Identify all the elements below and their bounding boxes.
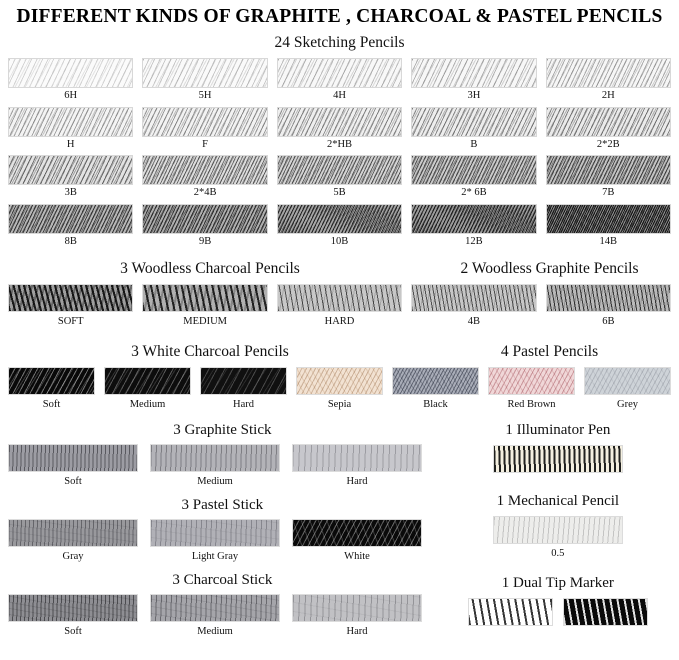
swatch-label: 2* 6B <box>461 187 487 198</box>
section-heading-white-charcoal: 3 White Charcoal Pencils <box>131 343 289 360</box>
swatch-label: Sepia <box>327 399 352 410</box>
swatch-cell <box>277 204 402 253</box>
swatch-label: 2H <box>601 90 615 101</box>
swatch-cell <box>277 107 402 156</box>
swatch-pastel-black <box>392 367 479 395</box>
swatch-3h <box>411 58 536 88</box>
section-heading-pastel-pencils: 4 Pastel Pencils <box>500 343 599 360</box>
swatch-cell <box>8 204 133 253</box>
swatch-label: 4B <box>467 316 481 327</box>
swatch-cell <box>277 284 402 333</box>
swatch-label: White <box>344 551 370 562</box>
swatch-label: Gray <box>62 551 84 562</box>
swatch-label: F <box>202 138 209 150</box>
swatch-dual-tip-light <box>468 598 553 626</box>
swatch-8b <box>8 204 133 234</box>
page-title: DIFFERENT KINDS OF GRAPHITE , CHARCOAL & PASTEL PENCILS <box>16 6 663 27</box>
woodless-swatch-row <box>0 284 679 333</box>
woodless-heading-row <box>0 260 679 278</box>
swatch-3b <box>8 155 133 185</box>
white-charcoal-pastel-row <box>0 367 679 416</box>
swatch-label: Grey <box>617 399 638 410</box>
swatch-4b <box>142 155 267 185</box>
swatch-cell <box>142 58 267 107</box>
swatch-label: HARD <box>324 316 355 327</box>
swatch-charcoal-stick-soft <box>8 594 138 622</box>
swatch-graphite-stick-hard <box>292 444 422 472</box>
sticks-column <box>0 422 445 643</box>
section-heading-woodless-charcoal: 3 Woodless Charcoal Pencils <box>120 260 300 277</box>
swatch-cell <box>8 367 95 416</box>
swatch-cell <box>8 284 133 333</box>
white-charcoal-heading-row <box>0 343 679 361</box>
dual-tip-marker-row <box>445 598 671 626</box>
swatch-label: 7B <box>602 187 615 198</box>
swatch-label: MEDIUM <box>183 316 227 327</box>
swatch-5b <box>277 155 402 185</box>
swatch-pastel-grey <box>584 367 671 395</box>
swatch-2h <box>546 58 671 88</box>
section-heading-woodless-graphite: 2 Woodless Graphite Pencils <box>460 260 639 277</box>
swatch-label: 0.5 <box>551 548 565 559</box>
swatch-label: 8B <box>64 235 77 247</box>
swatch-woodless-charcoal-soft <box>8 284 133 312</box>
swatch-cell <box>411 284 536 333</box>
swatch-label: 2*2B <box>596 138 620 150</box>
swatch-white-charcoal-hard <box>200 367 287 395</box>
swatch-label: 6B <box>602 316 615 327</box>
swatch-cell <box>292 444 422 493</box>
swatch-graphite-stick-soft <box>8 444 138 472</box>
swatch-cell <box>546 107 671 156</box>
swatch-illuminator-pen <box>493 445 623 473</box>
swatch-cell <box>411 155 536 204</box>
swatch-label: 2*HB <box>326 138 353 150</box>
swatch-6b <box>411 155 536 185</box>
swatch-cell <box>392 367 479 416</box>
swatch-cell <box>150 519 280 568</box>
illuminator-pen-row <box>445 445 671 483</box>
charcoal-stick-row <box>0 594 445 643</box>
section-heading-graphite-stick: 3 Graphite Stick <box>173 422 272 438</box>
swatch-pastel-stick-light-gray <box>150 519 280 547</box>
swatch-charcoal-stick-medium <box>150 594 280 622</box>
swatch-cell <box>8 58 133 107</box>
swatch-dual-tip-dark <box>563 598 648 626</box>
swatch-label: Soft <box>42 399 61 410</box>
swatch-label: 5B <box>333 187 346 198</box>
swatch-label <box>493 473 623 483</box>
swatch-label: Red Brown <box>507 399 556 410</box>
section-heading-dual-tip-marker: 1 Dual Tip Marker <box>501 575 614 591</box>
swatch-cell <box>104 367 191 416</box>
swatch-cell <box>411 204 536 253</box>
swatch-cell <box>493 445 623 483</box>
swatch-cell <box>411 107 536 156</box>
swatch-10b <box>277 204 402 234</box>
swatch-label: 5H <box>198 90 212 101</box>
swatch-pastel-sepia <box>296 367 383 395</box>
swatch-cell <box>142 107 267 156</box>
swatch-cell <box>8 155 133 204</box>
swatch-label: Medium <box>197 476 233 487</box>
swatch-9b <box>142 204 267 234</box>
swatch-cell <box>150 594 280 643</box>
swatch-cell <box>142 155 267 204</box>
swatch-label: Soft <box>64 476 82 487</box>
swatch-4h <box>277 58 402 88</box>
swatch-cell <box>468 598 553 626</box>
swatch-label: H <box>66 138 75 150</box>
sticks-and-tools-row <box>0 422 679 643</box>
swatch-cell <box>200 367 287 416</box>
swatch-mechanical-pencil <box>493 516 623 544</box>
swatch-cell <box>584 367 671 416</box>
swatch-cell <box>296 367 383 416</box>
swatch-woodless-graphite-4b <box>411 284 536 312</box>
graphite-stick-row <box>0 444 445 493</box>
swatch-label: Black <box>423 399 448 410</box>
swatch-label: Medium <box>129 399 166 410</box>
swatch-cell <box>546 204 671 253</box>
swatch-label: 2*4B <box>193 187 217 198</box>
swatch-hb <box>277 107 402 137</box>
swatch-label: Hard <box>346 626 368 637</box>
swatch-woodless-charcoal-medium <box>142 284 267 312</box>
swatch-woodless-charcoal-hard <box>277 284 402 312</box>
swatch-cell <box>8 594 138 643</box>
swatch-7b <box>546 155 671 185</box>
swatch-5h <box>142 58 267 88</box>
swatch-label: 6H <box>64 90 78 101</box>
swatch-label: Soft <box>64 626 82 637</box>
swatch-cell <box>546 155 671 204</box>
swatch-cell <box>292 594 422 643</box>
pastel-stick-row <box>0 519 445 568</box>
swatch-label: Hard <box>346 476 368 487</box>
swatch-label: 14B <box>599 235 618 247</box>
swatch-white-charcoal-medium <box>104 367 191 395</box>
swatch-label: 4H <box>333 90 346 101</box>
swatch-cell <box>150 444 280 493</box>
swatch-graphite-stick-medium <box>150 444 280 472</box>
swatch-cell <box>8 444 138 493</box>
swatch-label: 10B <box>330 235 349 247</box>
swatch-label: Medium <box>197 626 233 637</box>
swatch-cell <box>493 516 623 565</box>
swatch-cell <box>8 519 138 568</box>
section-heading-sketching: 24 Sketching Pencils <box>274 34 405 51</box>
swatch-12b <box>411 204 536 234</box>
section-heading-pastel-stick: 3 Pastel Stick <box>181 497 264 513</box>
sketching-swatch-grid <box>0 58 679 252</box>
swatch-label: Hard <box>233 399 254 410</box>
swatch-6h <box>8 58 133 88</box>
swatch-cell <box>277 155 402 204</box>
swatch-label: Light Gray <box>191 551 239 562</box>
swatch-cell <box>8 107 133 156</box>
swatch-cell <box>488 367 575 416</box>
swatch-b <box>411 107 536 137</box>
section-heading-illuminator-pen: 1 Illuminator Pen <box>505 422 611 438</box>
swatch-cell <box>277 58 402 107</box>
swatch-label: 3B <box>64 187 77 198</box>
swatch-pastel-stick-gray <box>8 519 138 547</box>
swatch-label: B <box>470 138 478 150</box>
swatch-white-charcoal-soft <box>8 367 95 395</box>
swatch-pastel-stick-white <box>292 519 422 547</box>
swatch-cell <box>142 204 267 253</box>
swatch-cell <box>142 284 267 333</box>
swatch-2b <box>546 107 671 137</box>
swatch-pastel-red-brown <box>488 367 575 395</box>
mechanical-pencil-row <box>445 516 671 565</box>
section-heading-charcoal-stick: 3 Charcoal Stick <box>172 572 273 588</box>
swatch-label: 12B <box>465 235 483 247</box>
swatch-cell <box>563 598 648 626</box>
swatch-charcoal-stick-hard <box>292 594 422 622</box>
swatch-h <box>8 107 133 137</box>
tools-column <box>445 422 679 643</box>
swatch-f <box>142 107 267 137</box>
swatch-label: SOFT <box>57 316 84 327</box>
swatch-cell <box>292 519 422 568</box>
swatch-cell <box>546 284 671 333</box>
swatch-cell <box>411 58 536 107</box>
swatch-label: 9B <box>198 235 212 247</box>
swatch-cell <box>546 58 671 107</box>
swatch-14b <box>546 204 671 234</box>
swatch-label: 3H <box>467 90 481 101</box>
section-heading-mechanical-pencil: 1 Mechanical Pencil <box>496 493 620 509</box>
swatch-woodless-graphite-6b <box>546 284 671 312</box>
